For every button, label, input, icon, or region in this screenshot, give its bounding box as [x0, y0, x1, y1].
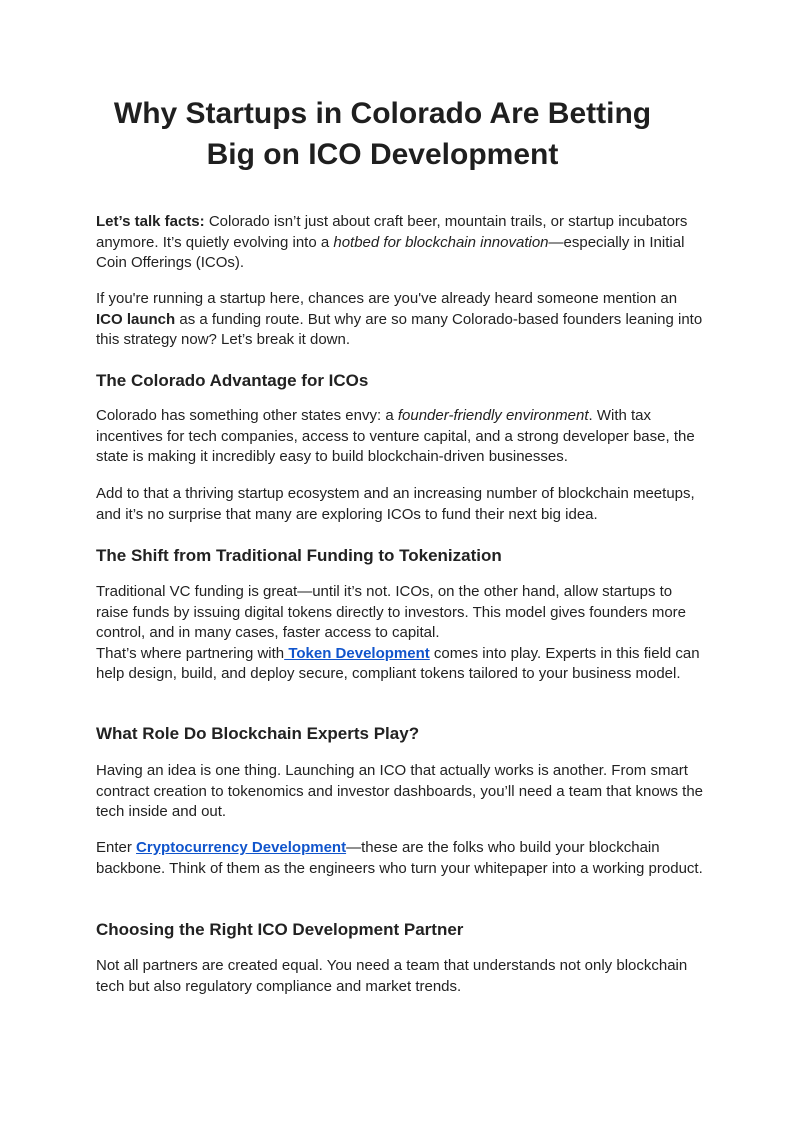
- s2-p1-text: Traditional VC funding is great—until it’s not. ICOs, on the other hand, allow startups to raise funds by issuing digital tokens directly to investors. This model gives founders more control, and in many cases, faster access to capital.: [96, 583, 687, 641]
- paragraph-enter-crypto: [96, 838, 706, 879]
- token-development-link[interactable]: Token Development: [284, 644, 430, 662]
- s1-p1-text-1: Colorado has something other states envy: a: [96, 407, 398, 424]
- p2-bold: ICO launch: [96, 310, 176, 328]
- title-line-2: Big on ICO Development: [206, 138, 559, 171]
- heading-choosing-partner: Choosing the Right ICO Development Partner: [96, 920, 464, 939]
- paragraph-not-all-partners: Not all partners are created equal. You need a team that understands not only blockchain tech but also regulatory compliance and market trends.: [96, 957, 688, 995]
- paragraph-ico-launch: [96, 289, 706, 351]
- paragraph-founder-friendly: [96, 406, 706, 468]
- paragraph-having-idea: Having an idea is one thing. Launching an ICO that actually works is another. From smart contract creation to tokenomics and investor dashboards, you’ll need a team that knows the tech inside and out.: [96, 762, 704, 820]
- s1-p1-text-2: . With tax incentives for tech companies, access to venture capital, and a strong developer base, the state is making it incredibly easy to build blockchain-driven businesses.: [96, 407, 695, 465]
- title-line-1: Why Startups in Colorado Are Betting: [113, 97, 652, 130]
- heading-colorado-advantage: The Colorado Advantage for ICOs: [96, 371, 369, 390]
- intro-italic: hotbed for blockchain innovation: [333, 233, 549, 251]
- paragraph-ecosystem: Add to that a thriving startup ecosystem and an increasing number of blockchain meetups, and it’s no surprise that many are exploring ICOs to fund their next big idea.: [96, 485, 695, 523]
- paragraph-traditional-vc: [96, 582, 706, 685]
- intro-paragraph: [96, 212, 706, 274]
- page-title: [80, 93, 685, 175]
- s3-p2-text-1: Enter: [96, 839, 137, 856]
- heading-blockchain-experts: What Role Do Blockchain Experts Play?: [96, 724, 420, 743]
- intro-text-2: —especially in Initial Coin Offerings (ICOs).: [96, 233, 685, 271]
- s1-p1-italic: founder-friendly environment: [397, 407, 589, 424]
- s2-p2-text-1: That’s where partnering with: [96, 644, 285, 662]
- s2-p2-text-2: comes into play. Experts in this field can help design, build, and deploy secure, compliant tokens tailored to your business model.: [96, 644, 700, 682]
- p2-text-1: If you're running a startup here, chances are you've already heard someone mention an: [96, 290, 678, 307]
- p2-text-2: as a funding route. But why are so many Colorado-based founders leaning into this strategy now? Let’s break it down.: [96, 310, 703, 348]
- s3-p2-text-2: —these are the folks who build your blockchain backbone. Think of them as the engineers who turn your whitepaper into a working product.: [96, 839, 703, 877]
- intro-text-1: Colorado isn’t just about craft beer, mountain trails, or startup incubators anymore. It’s quietly evolving into a: [96, 213, 688, 251]
- intro-lead: Let’s talk facts:: [96, 213, 205, 230]
- heading-shift-tokenization: The Shift from Traditional Funding to Tokenization: [96, 546, 502, 565]
- cryptocurrency-development-link[interactable]: Cryptocurrency Development: [136, 839, 347, 856]
